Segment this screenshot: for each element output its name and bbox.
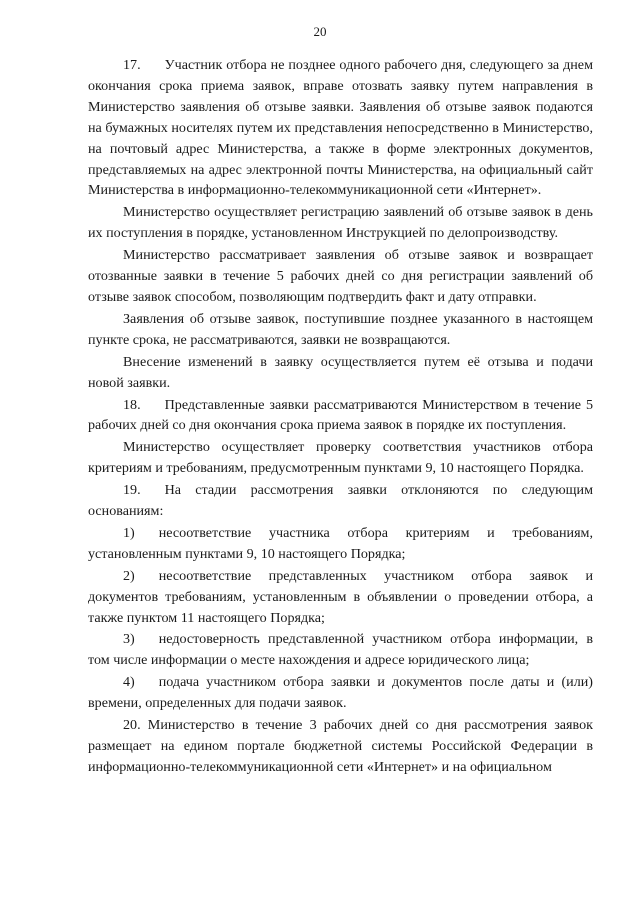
paragraph-text: Заявления об отзыве заявок, поступившие позднее указанного в настоящем пункте срока, не рассматриваются, заявки не возвращаются. [88, 310, 593, 348]
paragraph [88, 352, 593, 394]
paragraph-17 [88, 55, 593, 201]
item-number: 1) [123, 524, 135, 541]
paragraph-text: подача участником отбора заявки и документов после даты и (или) времени, определенных для подачи заявок. [88, 674, 593, 712]
paragraph [88, 437, 593, 479]
paragraph-text: Министерство осуществляет регистрацию заявлений об отзыве заявок в день их поступления в порядке, установленном Инструкцией по делопроизводству. [88, 204, 593, 242]
paragraph-text: Участник отбора не позднее одного рабочего дня, следующего за днем окончания срока приема заявок, вправе отозвать заявку путем направления в Министерство заявления об отзыве заявки. Заявления об отзыве заявок подаются на бумажных носителях путем их представления непосредственно в Министерство, на почтовый адрес Министерства, а также в форме электронных документов, представляемых на адрес электронной почты Министерства, на официальный сайт Министерства в информационно-телекоммуникационной сети «Интернет». [88, 57, 593, 199]
list-item-4 [88, 672, 593, 714]
paragraph-text: Министерство в течение 3 рабочих дней со дня рассмотрения заявок размещает на едином портале бюджетной системы Российской Федерации в информационно-телекоммуникационной сети «Интернет» и на официальном [88, 717, 593, 775]
paragraph-18 [88, 395, 593, 437]
item-number: 19. [123, 482, 141, 499]
paragraph-text: недостоверность представленной участником отбора информации, в том числе информации о месте нахождения и адресе юридического лица; [88, 631, 593, 669]
paragraph-text: несоответствие участника отбора критериям и требованиям, установленным пунктами 9, 10 настоящего Порядка; [88, 524, 593, 562]
paragraph-text: Представленные заявки рассматриваются Министерством в течение 5 рабочих дней со дня окончания срока приема заявок в порядке их поступления. [88, 396, 593, 434]
paragraph [88, 309, 593, 351]
paragraph [88, 202, 593, 244]
list-item-1 [88, 523, 593, 565]
document-body [88, 55, 593, 779]
item-number: 20. [123, 717, 141, 734]
item-number: 4) [123, 674, 135, 691]
item-number: 3) [123, 631, 135, 648]
list-item-3 [88, 629, 593, 671]
paragraph-text: Внесение изменений в заявку осуществляется путем её отзыва и подачи новой заявки. [88, 353, 593, 391]
paragraph-text: Министерство осуществляет проверку соответствия участников отбора критериям и требованиям, предусмотренным пунктами 9, 10 настоящего Порядка. [88, 439, 593, 477]
page-number: 20 [313, 24, 327, 39]
paragraph-20 [88, 715, 593, 778]
paragraph-text: Министерство рассматривает заявления об отзыве заявок и возвращает отозванные заявки в течение 5 рабочих дней со дня регистрации заявлений об отзыве заявок способом, позволяющим подтвердить факт и дату отправки. [88, 247, 593, 305]
item-number: 18. [123, 396, 141, 413]
item-number: 17. [123, 57, 141, 73]
paragraph-text: несоответствие представленных участником отбора заявок и документов требованиям, установленным в объявлении о проведении отбора, а также пунктом 11 настоящего Порядка; [88, 567, 593, 626]
item-number: 2) [123, 567, 135, 584]
paragraph-19 [88, 480, 593, 522]
paragraph [88, 245, 593, 308]
list-item-2 [88, 566, 593, 629]
paragraph-text: На стадии рассмотрения заявки отклоняются по следующим основаниям: [88, 482, 593, 520]
